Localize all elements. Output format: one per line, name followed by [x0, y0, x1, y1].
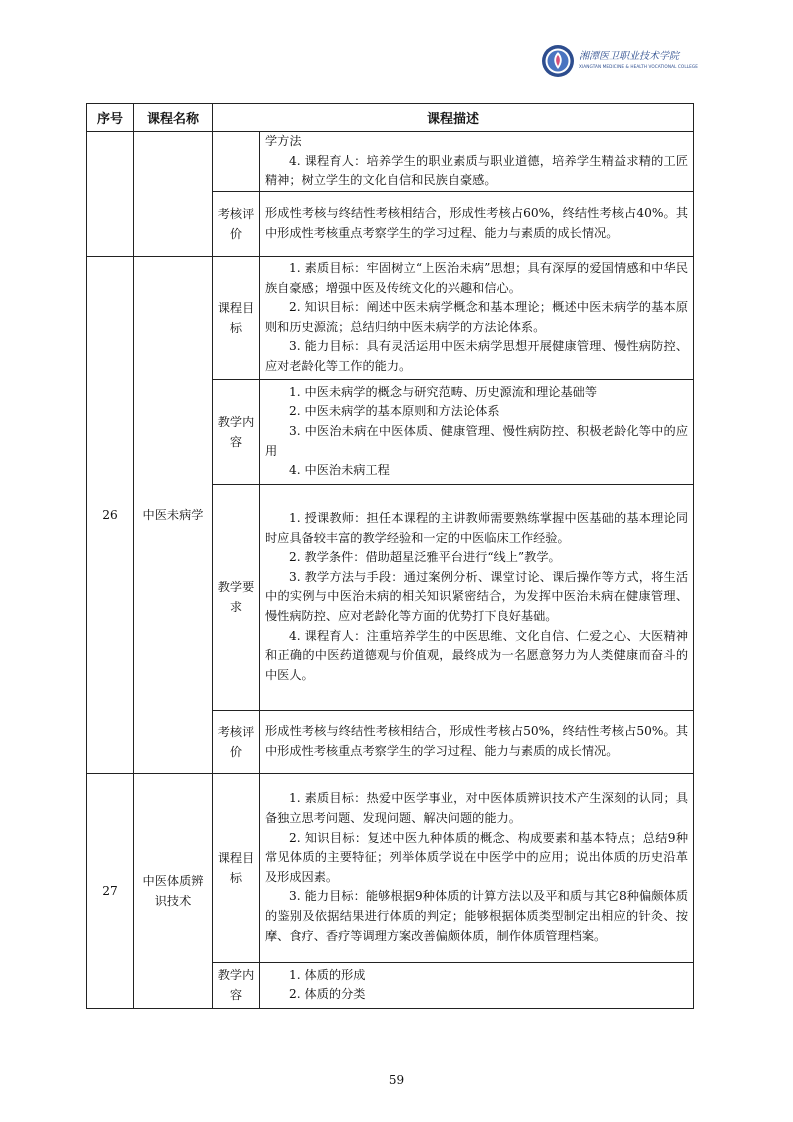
course27-goals-label: 课程目标 [213, 773, 260, 962]
course26-content [260, 379, 694, 484]
header-num: 序号 [87, 104, 134, 132]
cont-eval-label: 考核评价 [213, 191, 260, 256]
course26-goals-label: 课程目标 [213, 256, 260, 379]
college-name-en: XIANGTAN MEDICINE & HEALTH VOCATIONAL COLLEGE [579, 64, 699, 70]
list-item: 4. 中医治未病工程 [289, 463, 390, 478]
list-item: 3. 能力目标：能够根据9种体质的计算方法以及平和质与其它8种偏颇体质的鉴别及依据结果进行体质的判定；能够根据体质类型制定出相应的针灸、按摩、食疗、香疗等调理方案改善偏颇体质，制作体质管理档案。 [265, 889, 689, 943]
course26-requirements [260, 484, 694, 710]
course26-eval-text: 形成性考核与终结性考核相结合，形成性考核占50%，终结性考核占50%。其中形成性考核重点考察学生的学习过程、能力与素质的成长情况。 [260, 710, 694, 773]
list-item: 1. 素质目标：热爱中医学事业，对中医体质辨识技术产生深刻的认同；具备独立思考问题、发现问题、解决问题的能力。 [265, 791, 689, 825]
course27-content [260, 962, 694, 1008]
list-item: 4. 课程育人：注重培养学生的中医思维、文化自信、仁爱之心、大医精神和正确的中医药道德观与价值观，最终成为一名愿意努力为人类健康而奋斗的中医人。 [265, 628, 689, 682]
course26-content-label: 教学内容 [213, 379, 260, 484]
cont-req-line: 学方法 [265, 134, 302, 148]
table-row [87, 132, 694, 192]
course27-content-label: 教学内容 [213, 962, 260, 1008]
list-item: 2. 中医未病学的基本原则和方法论体系 [289, 404, 500, 419]
list-item: 3. 教学方法与手段：通过案例分析、课堂讨论、课后操作等方式，将生活中的实例与中医治未病的相关知识紧密结合，为发挥中医治未病在健康管理、慢性病防控、应对老龄化等方面的优势打下良好基础。 [265, 569, 689, 624]
course27-name: 中医体质辨识技术 [134, 773, 213, 1008]
course27-goals [260, 773, 694, 962]
cont-eval-text: 形成性考核与终结性考核相结合，形成性考核占60%，终结性考核占40%。其中形成性考核重点考察学生的学习过程、能力与素质的成长情况。 [260, 191, 694, 256]
course26-goals [260, 256, 694, 379]
college-emblem-icon [541, 44, 575, 78]
cont-req-line: 4. 课程育人：培养学生的职业素质与职业道德，培养学生精益求精的工匠精神；树立学生的文化自信和民族自豪感。 [265, 153, 689, 188]
list-item: 2. 知识目标：阐述中医未病学概念和基本理论；概述中医未病学的基本原则和历史源流；总结归纳中医未病学的方法论体系。 [265, 300, 689, 334]
course26-req-label: 教学要求 [213, 484, 260, 710]
course26-num: 26 [87, 256, 134, 773]
list-item: 2. 知识目标：复述中医九种体质的概念、构成要素和基本特点；总结9种常见体质的主要特征；列举体质学说在中医学中的应用；说出体质的历史沿革及形成因素。 [265, 830, 689, 884]
list-item: 1. 体质的形成 [289, 967, 366, 982]
table-row [87, 773, 694, 962]
list-item: 2. 教学条件：借助超星泛雅平台进行“线上”教学。 [289, 550, 561, 565]
cell-name-empty [134, 132, 213, 257]
course26-name: 中医未病学 [134, 256, 213, 773]
cell-sub-empty [213, 132, 260, 192]
cell-num-empty [87, 132, 134, 257]
course-table [86, 103, 694, 1009]
course27-num: 27 [87, 773, 134, 1008]
list-item: 1. 素质目标：牢固树立“上医治未病”思想；具有深厚的爱国情感和中华民族自豪感；增强中医及传统文化的兴趣和信心。 [265, 261, 689, 295]
table-row [87, 256, 694, 379]
cont-requirements [260, 132, 694, 192]
list-item: 3. 能力目标：具有灵活运用中医未病学思想开展健康管理、慢性病防控、应对老龄化等工作的能力。 [265, 339, 689, 373]
list-item: 1. 授课教师：担任本课程的主讲教师需要熟练掌握中医基础的基本理论同时应具备较丰富的教学经验和一定的中医临床工作经验。 [265, 511, 689, 545]
table-header-row [87, 104, 694, 132]
header-name: 课程名称 [134, 104, 213, 132]
college-logo [541, 44, 701, 78]
list-item: 1. 中医未病学的概念与研究范畴、历史源流和理论基础等 [289, 384, 598, 399]
list-item: 3. 中医治未病在中医体质、健康管理、慢性病防控、积极老龄化等中的应用 [265, 423, 689, 458]
list-item: 2. 体质的分类 [289, 987, 366, 1002]
course26-eval-label: 考核评价 [213, 710, 260, 773]
college-name-cn: 湘潭医卫职业技术学院 [579, 51, 679, 63]
header-desc: 课程描述 [213, 104, 694, 132]
page-number: 59 [388, 1073, 405, 1087]
